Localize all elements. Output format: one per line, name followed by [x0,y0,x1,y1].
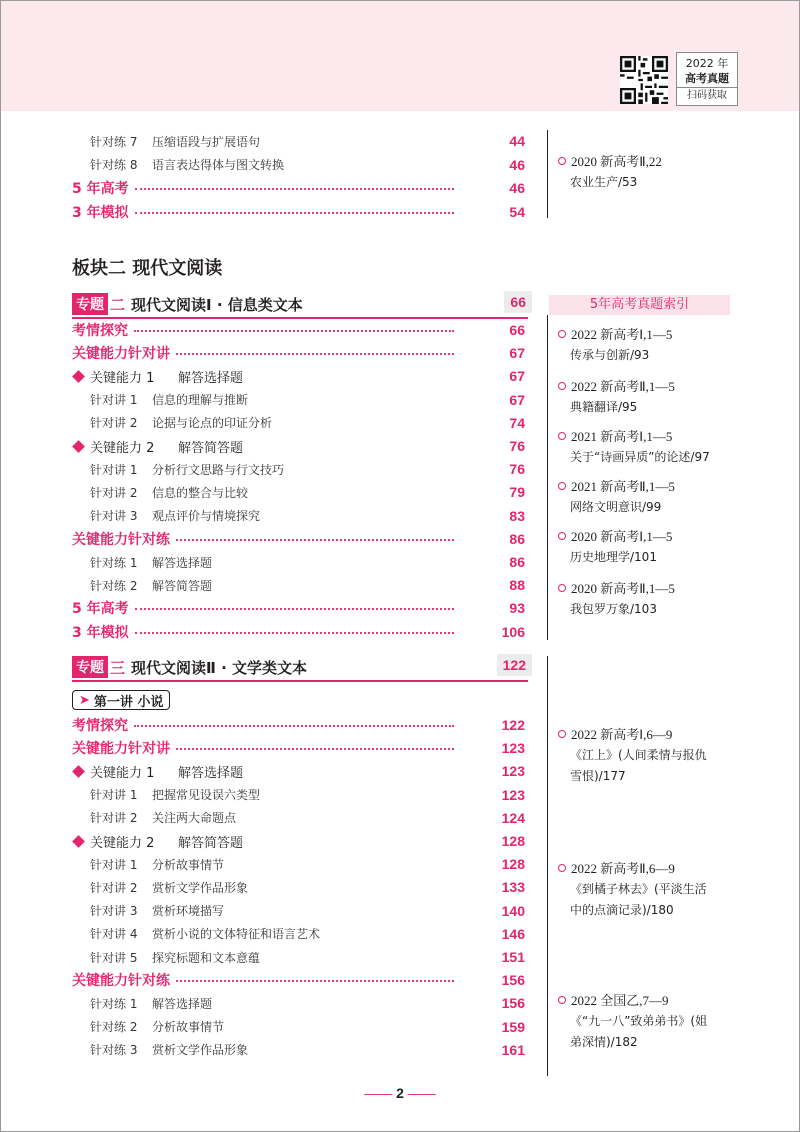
toc-entry-label [90,879,248,896]
toc-entry-label [72,762,243,781]
toc-entry-prefix: 针对练 2 [90,578,138,593]
toc-entry-label [90,156,284,173]
index-source: 2021 新高考Ⅱ,1—5 [571,479,675,494]
index-topic: 典籍翻译/95 [570,400,638,414]
toc-page-number: 67 [509,391,525,408]
toc-row[interactable] [90,876,460,898]
toc-page-number: 74 [509,414,525,431]
toc-row[interactable] [72,737,460,759]
index-topic: 历史地理学/101 [570,550,657,564]
toc-row[interactable] [72,830,460,852]
index-divider-top [547,130,548,218]
toc-entry-text: 语言表达得体与图文转换 [152,158,285,172]
toc-entry-prefix: 针对讲 2 [90,811,138,826]
toc-entry-label [90,577,212,594]
page-number [0,1085,800,1101]
toc-entry-label [90,391,248,408]
topic-title: 现代文阅读Ⅱ · 文学类文本 [131,658,308,677]
toc-entry-label [72,178,129,198]
index-source: 2021 新高考Ⅰ,1—5 [571,429,673,444]
toc-entry-prefix: 关键能力 2 [90,440,155,456]
index-source: 2022 全国乙,7—9 [571,993,669,1008]
toc-entry-prefix: 针对练 1 [90,555,138,570]
toc-page-number: 123 [501,786,525,803]
toc-page-number: 93 [509,600,525,617]
toc-page-number: 44 [509,133,525,149]
toc-entry-label [72,202,129,222]
toc-page-number: 86 [509,530,525,547]
toc-row[interactable] [72,528,460,550]
toc-entry-label [90,554,212,571]
topic-page-number: 122 [497,654,532,676]
index-entry[interactable] [558,324,738,366]
toc-row[interactable] [90,458,460,480]
toc-page-number: 88 [509,577,525,594]
index-entry[interactable] [558,990,738,1053]
qr-caption-year: 2022 年 [685,57,729,70]
toc-row[interactable] [90,807,460,829]
toc-row[interactable] [90,923,460,945]
index-source: 2020 新高考Ⅱ,1—5 [571,581,675,596]
index-topic-continued: 中的点滴记录)/180 [570,903,674,917]
toc-row[interactable] [90,412,460,434]
topic-page-number: 66 [504,291,532,313]
bullet-circle-icon [558,532,566,540]
toc-entry-prefix: 针对讲 5 [90,950,138,965]
toc-entry-text: 赏析文学作品形象 [152,1043,249,1058]
toc-entry-label [72,622,129,642]
bullet-circle-icon [558,996,566,1004]
toc-entry-prefix: 针对讲 2 [90,416,138,431]
bullet-circle-icon [558,864,566,872]
dot-leader [135,188,454,190]
toc-page-number: 83 [509,507,525,524]
toc-row[interactable] [90,900,460,922]
toc-page-number: 122 [501,717,525,733]
topic-three-header[interactable] [72,656,528,678]
toc-page-number: 123 [501,740,525,757]
toc-page-number: 76 [509,438,525,454]
toc-page-number: 123 [501,763,525,780]
page-number-value: 2 [396,1085,404,1101]
dot-leader [135,632,454,634]
topic-underline [72,680,528,682]
toc-entry-prefix: 关键能力 2 [90,835,155,851]
toc-entry-prefix: 针对讲 1 [90,788,138,803]
diamond-icon [72,370,85,383]
toc-entry-text: 赏析环境描写 [152,904,225,919]
toc-entry-text: 解答简答题 [178,835,244,851]
diamond-icon [72,765,85,778]
toc-row[interactable] [72,969,460,991]
toc-entry-text: 解答选择题 [178,370,244,386]
toc-row[interactable] [72,201,460,223]
toc-page-number: 46 [509,156,525,173]
toc-entry-label [90,856,224,873]
bullet-circle-icon [558,730,566,738]
toc-page-number: 46 [509,180,525,196]
toc-row[interactable] [90,574,460,596]
toc-entry-label [90,809,236,826]
toc-entry-text: 分析行文思路与行文技巧 [152,462,285,477]
toc-entry-text: 解答简答题 [178,440,244,456]
toc-page-number: 146 [501,925,525,942]
index-topic: 《到橘子林去》(平淡生活 [570,882,707,896]
toc-entry-label [90,1018,224,1035]
toc-page-number: 156 [501,972,525,989]
toc-entry-text: 信息的理解与推断 [152,393,249,408]
index-header: 5年高考真题索引 [549,295,730,315]
index-topic: 关于“诗画异质”的论述/97 [570,450,710,464]
index-source: 2022 新高考Ⅰ,1—5 [571,327,673,342]
index-topic: 网络文明意识/99 [570,500,662,514]
index-divider-bottom [547,656,548,1076]
toc-entry-text: 5 年高考 [72,601,129,618]
toc-entry-prefix: 针对练 8 [90,158,138,172]
toc-entry-text: 把握常见设误六类型 [152,788,261,803]
toc-entry-text: 赏析小说的文体特征和语言艺术 [152,927,321,942]
toc-row[interactable] [72,621,460,643]
toc-entry-prefix: 针对讲 2 [90,880,138,895]
index-entry[interactable] [558,376,738,418]
toc-entry-label [90,484,248,501]
bullet-circle-icon [558,584,566,592]
diamond-icon [72,440,85,453]
bullet-circle-icon [558,482,566,490]
toc-entry-label [72,598,129,618]
toc-page-number: 133 [501,879,525,896]
toc-entry-text: 解答简答题 [152,578,213,593]
dot-leader [134,330,454,332]
dot-leader [135,212,454,214]
toc-page-number: 76 [509,461,525,478]
index-source: 2022 新高考Ⅱ,1—5 [571,379,675,394]
toc-entry-label [90,902,224,919]
page-number-dash: —— [407,1085,436,1101]
toc-row[interactable] [72,435,460,457]
topic-tag: 专题 [72,293,108,315]
toc-entry-prefix: 针对练 2 [90,1020,138,1035]
toc-entry-prefix: 关键能力 1 [90,765,155,781]
index-topic-continued: 雪恨)/177 [570,769,626,783]
toc-entry-text: 信息的整合与比较 [152,485,249,500]
index-entry[interactable] [558,526,738,568]
toc-entry-text: 考情探究 [72,718,128,734]
toc-entry-prefix: 针对讲 4 [90,927,138,942]
index-source: 2020 新高考Ⅱ,22 [571,154,662,169]
toc-page-number: 128 [501,856,525,873]
index-topic: 《江上》(人间柔情与报仇 [570,748,707,762]
toc-row[interactable] [90,505,460,527]
toc-entry-prefix: 针对练 3 [90,1043,138,1058]
index-entry[interactable] [558,578,738,620]
toc-row[interactable] [90,389,460,411]
toc-row[interactable] [90,154,460,176]
toc-page-number: 151 [501,949,525,965]
toc-entry-text: 考情探究 [72,323,128,339]
qr-caption-box [676,52,738,106]
toc-entry-text: 关键能力针对讲 [72,741,170,758]
toc-entry-text: 分析故事情节 [152,857,225,872]
toc-entry-prefix: 针对练 7 [90,134,138,149]
toc-entry-text: 解答选择题 [178,765,244,781]
dot-leader [134,725,454,727]
toc-page-number: 161 [501,1041,525,1058]
toc-entry-prefix: 针对练 1 [90,996,138,1011]
topic-two-header[interactable] [72,293,528,315]
toc-page-number: 124 [501,809,525,826]
toc-page-number: 54 [509,203,525,220]
toc-row[interactable] [90,1016,460,1038]
bullet-circle-icon [558,382,566,390]
toc-page-number: 106 [501,623,525,640]
dot-leader [176,980,454,982]
toc-entry-label [72,832,243,851]
toc-row[interactable] [90,1039,460,1061]
toc-entry-label [90,995,212,1012]
arrow-right-icon: ➤ [79,692,90,708]
toc-entry-text: 关键能力针对讲 [72,346,170,363]
toc-entry-label [90,925,320,942]
bullet-circle-icon [558,330,566,338]
index-source: 2022 新高考Ⅰ,6—9 [571,727,673,742]
toc-entry-text: 解答选择题 [152,555,213,570]
toc-page-number: 159 [501,1018,525,1035]
toc-row[interactable] [90,551,460,573]
index-entry[interactable] [558,426,738,468]
toc-page-number: 128 [501,833,525,849]
index-entry[interactable] [558,476,738,518]
toc-row[interactable] [72,597,460,619]
toc-row[interactable] [90,992,460,1014]
toc-entry-label [90,133,260,150]
toc-entry-text: 观点评价与情境探究 [152,509,261,524]
toc-page-number: 66 [509,322,525,338]
index-source: 2022 新高考Ⅱ,6—9 [571,861,675,876]
toc-page-number: 156 [501,995,525,1012]
dot-leader [176,748,454,750]
toc-entry-text: 压缩语段与扩展语句 [152,134,261,149]
toc-page-number: 140 [501,902,525,919]
toc-row[interactable] [72,760,460,782]
toc-entry-text: 论据与论点的印证分析 [152,416,273,431]
dot-leader [176,353,454,355]
toc-entry-label [90,461,284,478]
toc-row[interactable] [72,714,460,736]
index-topic: 传承与创新/93 [570,348,650,362]
toc-row[interactable] [90,130,460,152]
toc-entry-label [90,1041,248,1058]
lecture-label[interactable] [72,690,170,710]
toc-row[interactable] [90,784,460,806]
toc-row[interactable] [72,365,460,387]
toc-entry-label [72,715,128,735]
diamond-icon [72,835,85,848]
toc-row[interactable] [72,319,460,341]
toc-entry-text: 3 年模拟 [72,624,129,641]
index-topic-continued: 弟深情)/182 [570,1035,638,1049]
index-topic: 我包罗万象/103 [570,602,657,616]
toc-page-number: 86 [509,554,525,570]
bullet-circle-icon [558,432,566,440]
qr-caption-action: 扫码获取 [677,87,737,103]
toc-entry-text: 关键能力针对练 [72,531,170,548]
toc-entry-label [72,970,170,990]
section-heading: 板块二 现代文阅读 [72,258,223,279]
dot-leader [135,608,454,610]
index-source: 2020 新高考Ⅰ,1—5 [571,529,673,544]
toc-entry-text: 探究标题和文本意蕴 [152,950,261,965]
dot-leader [176,539,454,541]
toc-entry-label [72,529,170,549]
qr-code-icon[interactable] [620,56,668,104]
toc-row[interactable] [90,946,460,968]
index-entry[interactable] [558,724,738,787]
toc-entry-text: 5 年高考 [72,181,129,197]
toc-entry-text: 赏析文学作品形象 [152,880,249,895]
bullet-circle-icon [558,157,566,165]
toc-entry-prefix: 针对讲 1 [90,857,138,872]
index-topic: 农业生产/53 [570,175,638,189]
toc-entry-text: 关键能力针对练 [72,973,170,990]
index-divider-mid [547,315,548,640]
toc-entry-prefix: 针对讲 3 [90,904,138,919]
toc-row[interactable] [90,853,460,875]
toc-entry-text: 3 年模拟 [72,204,129,221]
toc-entry-text: 解答选择题 [152,996,213,1011]
toc-entry-prefix: 针对讲 3 [90,509,138,524]
toc-entry-label [72,320,128,340]
topic-number: 三 [110,658,126,677]
toc-row[interactable] [72,177,460,199]
qr-caption-title: 高考真题 [685,72,729,85]
index-topic: 《“九一八”致弟弟书》(姐 [570,1014,708,1028]
toc-entry-label [72,437,243,456]
index-entry[interactable] [558,858,738,921]
toc-entry-label [90,786,260,803]
toc-row[interactable] [90,481,460,503]
lecture-title: 第一讲 小说 [93,694,164,710]
toc-entry-label [90,414,272,431]
toc-entry-label [90,507,260,524]
page-number-dash: —— [364,1085,393,1101]
toc-entry-label [72,343,170,363]
topic-tag: 专题 [72,656,108,678]
toc-page-number: 67 [509,368,525,385]
toc-entry-prefix: 针对讲 2 [90,485,138,500]
toc-entry-prefix: 关键能力 1 [90,370,155,386]
topic-title: 现代文阅读Ⅰ · 信息类文本 [131,295,303,314]
toc-entry-label [90,949,260,966]
toc-entry-prefix: 针对讲 1 [90,393,138,408]
toc-entry-text: 关注两大命题点 [152,811,237,826]
toc-row[interactable] [72,342,460,364]
toc-entry-prefix: 针对讲 1 [90,462,138,477]
topic-number: 二 [110,295,126,314]
toc-entry-label [72,738,170,758]
toc-page-number: 67 [509,345,525,362]
toc-page-number: 79 [509,484,525,501]
index-entry[interactable] [558,151,738,193]
toc-entry-text: 分析故事情节 [152,1020,225,1035]
toc-entry-label [72,367,243,386]
